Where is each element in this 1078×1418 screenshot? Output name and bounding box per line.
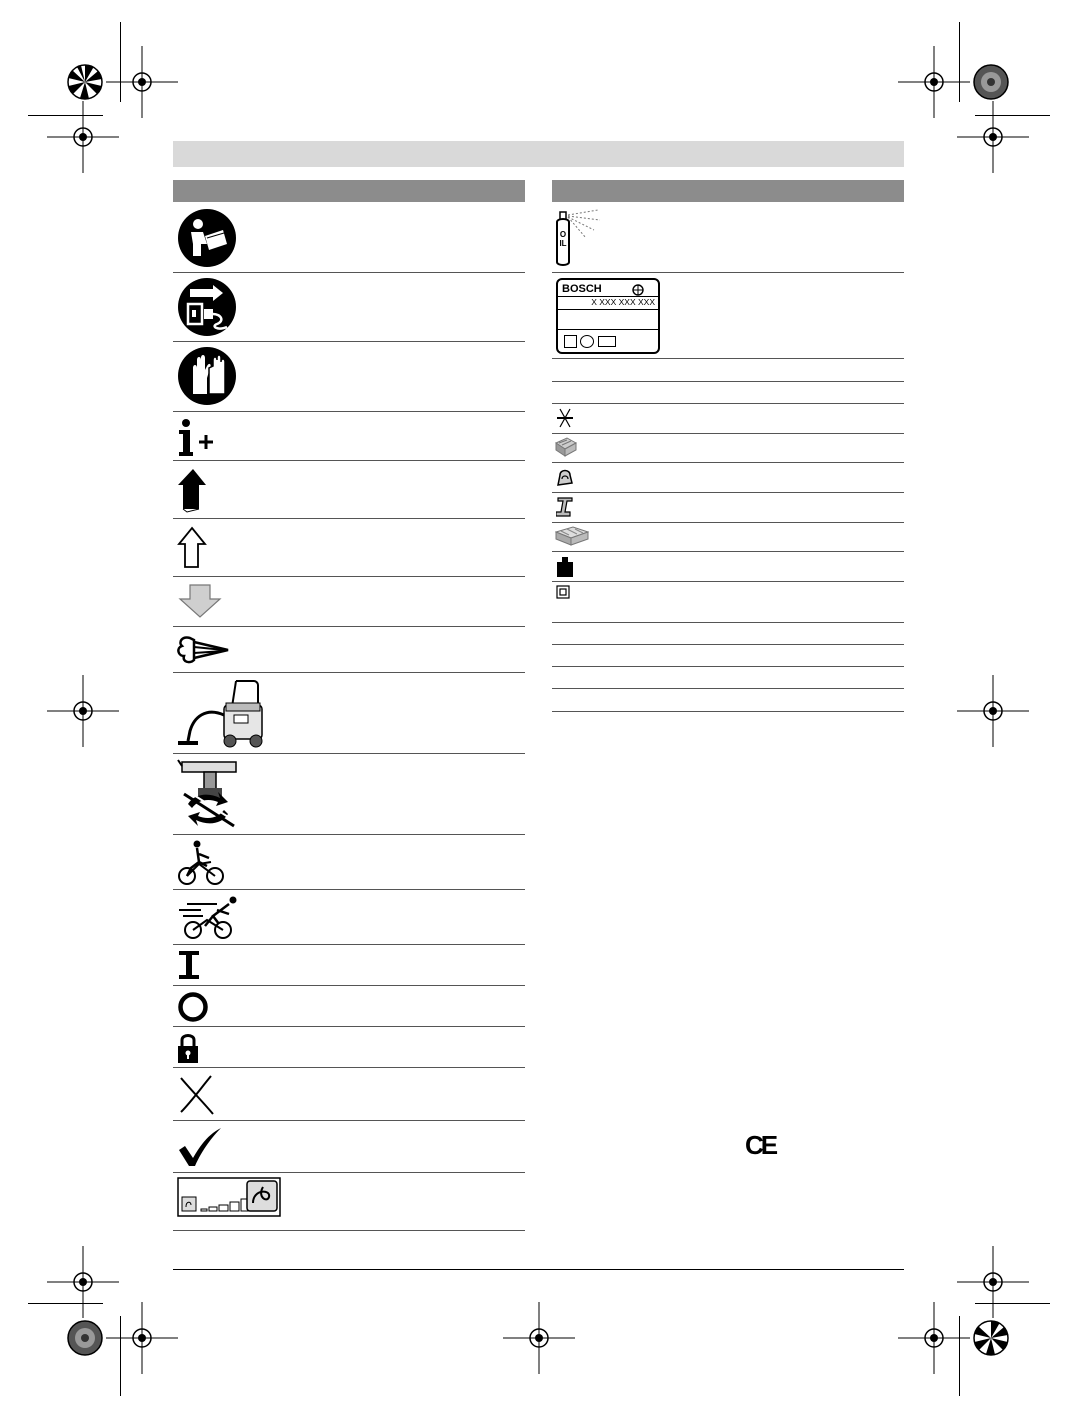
arrow-up-outline-icon: [177, 525, 209, 571]
table-row-divider: [173, 576, 525, 577]
bosch-logo-icon: [632, 284, 644, 296]
left-column-header: [173, 180, 525, 202]
table-row-divider: [173, 341, 525, 342]
no-rotate-icon: [176, 758, 240, 830]
power-on-icon: [177, 950, 201, 980]
wood-material-icon: [555, 437, 577, 457]
table-row-divider: [173, 753, 525, 754]
crop-line: [959, 22, 960, 102]
registration-crosshair-icon: [47, 675, 119, 747]
level-indicator-icon: [177, 1177, 281, 1217]
rating-plate-brand: BOSCH: [562, 283, 602, 295]
table-row-divider: [552, 462, 904, 463]
protection-class-icon: [556, 585, 570, 599]
oil-label: OIL: [559, 230, 567, 248]
crop-line: [975, 1303, 1050, 1304]
table-row-divider: [173, 1172, 525, 1173]
read-manual-icon: [177, 208, 237, 268]
table-row-divider: [552, 622, 904, 623]
page-header-bar: [173, 141, 904, 167]
power-off-icon: [177, 991, 209, 1023]
unplug-icon: [177, 277, 237, 337]
crop-line: [120, 22, 121, 102]
table-row-divider: [552, 688, 904, 689]
table-row-divider: [173, 518, 525, 519]
dust-extractor-icon: [176, 677, 272, 749]
crop-line: [959, 1316, 960, 1396]
crop-line: [28, 1303, 103, 1304]
registration-wheel-icon: [955, 1302, 1027, 1374]
plastic-material-icon: [556, 467, 574, 487]
table-row-divider: [173, 1230, 525, 1231]
table-row-divider: [173, 834, 525, 835]
table-row-divider: [173, 272, 525, 273]
info-plus-icon: [177, 418, 217, 458]
table-row-divider: [552, 522, 904, 523]
registration-crosshair-icon: [957, 675, 1029, 747]
table-row-divider: [552, 492, 904, 493]
crop-line: [120, 1316, 121, 1396]
lock-icon: [177, 1032, 199, 1064]
blow-air-icon: [176, 632, 232, 668]
rating-plate-icon: [556, 278, 660, 354]
table-row-divider: [552, 644, 904, 645]
table-row-divider: [552, 381, 904, 382]
table-row-divider: [552, 403, 904, 404]
registration-crosshair-icon: [106, 1302, 178, 1374]
table-row-divider: [552, 433, 904, 434]
table-row-divider: [173, 1026, 525, 1027]
table-row-divider: [173, 672, 525, 673]
table-row-divider: [552, 711, 904, 712]
cross-icon: [177, 1074, 217, 1116]
table-row-divider: [173, 889, 525, 890]
table-row-divider: [173, 1120, 525, 1121]
registration-crosshair-icon: [957, 101, 1029, 173]
table-row-divider: [552, 272, 904, 273]
cutting-mark-icon: [556, 407, 574, 429]
ce-mark: CE: [745, 1130, 776, 1160]
rating-plate-part-number: X XXX XXX XXX: [591, 297, 655, 307]
gloves-icon: [177, 346, 237, 406]
cyclist-fast-icon: [177, 894, 243, 940]
weight-icon: [556, 556, 574, 578]
table-row-divider: [173, 985, 525, 986]
table-row-divider: [552, 666, 904, 667]
masonry-material-icon: [555, 526, 589, 546]
registration-crosshair-icon: [47, 101, 119, 173]
table-row-divider: [173, 944, 525, 945]
crop-line: [28, 115, 103, 116]
table-row-divider: [173, 626, 525, 627]
arrow-up-filled-icon: [177, 467, 209, 513]
arrow-down-gray-icon: [178, 583, 222, 619]
check-icon: [177, 1126, 223, 1168]
metal-profile-icon: [556, 496, 574, 518]
table-row-divider: [173, 1067, 525, 1068]
table-row-divider: [552, 358, 904, 359]
cyclist-slow-icon: [177, 840, 227, 886]
table-row-divider: [173, 411, 525, 412]
footer-rule: [173, 1269, 904, 1270]
right-column-header: [552, 180, 904, 202]
table-row-divider: [552, 581, 904, 582]
table-row-divider: [173, 460, 525, 461]
table-row-divider: [552, 551, 904, 552]
registration-crosshair-icon: [503, 1302, 575, 1374]
crop-line: [975, 115, 1050, 116]
